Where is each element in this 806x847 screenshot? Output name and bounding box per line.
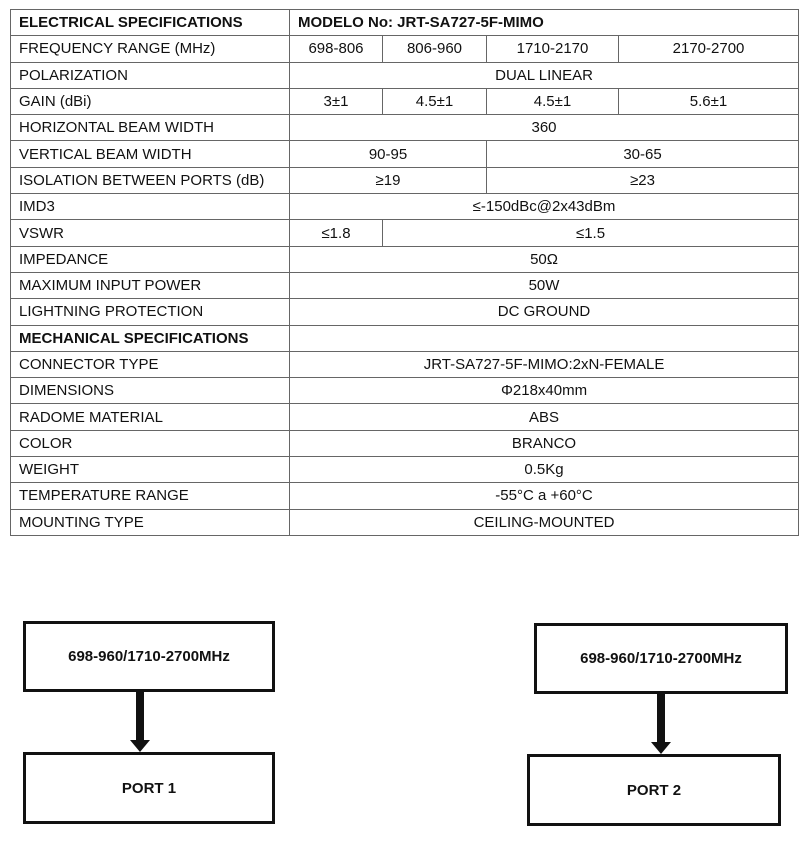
table-row [11,194,799,220]
table-row [11,246,799,272]
table-row [11,10,799,36]
frequency-band: 698-806 [290,36,383,62]
left-arrow-head-icon [130,740,150,752]
connector-value: JRT-SA727-5F-MIMO:2xN-FEMALE [290,351,799,377]
max-power-label: MAXIMUM INPUT POWER [11,272,290,298]
color-label: COLOR [11,430,290,456]
right-band-box [534,623,788,694]
mechanical-specifications-heading: MECHANICAL SPECIFICATIONS [11,325,290,351]
temperature-value: -55°C a +60°C [290,483,799,509]
table-row [11,88,799,114]
model-number: MODELO No: JRT-SA727-5F-MIMO [290,10,799,36]
gain-label: GAIN (dBi) [11,88,290,114]
weight-value: 0.5Kg [290,457,799,483]
right-arrow-head-icon [651,742,671,754]
isolation-label: ISOLATION BETWEEN PORTS (dB) [11,167,290,193]
table-row [11,36,799,62]
color-value: BRANCO [290,430,799,456]
table-row [11,115,799,141]
weight-label: WEIGHT [11,457,290,483]
left-arrow-shaft [136,692,144,740]
isolation-high: ≥23 [487,167,799,193]
gain-value: 3±1 [290,88,383,114]
port-2-label: PORT 2 [626,781,682,799]
mounting-label: MOUNTING TYPE [11,509,290,535]
right-band-label: 698-960/1710-2700MHz [580,650,742,667]
port-1-label: PORT 1 [121,779,177,797]
table-row [11,509,799,535]
table-row [11,299,799,325]
dimensions-label: DIMENSIONS [11,378,290,404]
gain-value: 4.5±1 [383,88,487,114]
connector-label: CONNECTOR TYPE [11,351,290,377]
table-row [11,378,799,404]
table-row [11,457,799,483]
table-row [11,272,799,298]
dimensions-value: Φ218x40mm [290,378,799,404]
horizontal-beam-label: HORIZONTAL BEAM WIDTH [11,115,290,141]
vertical-beam-label: VERTICAL BEAM WIDTH [11,141,290,167]
table-row [11,430,799,456]
table-row [11,483,799,509]
table-row [11,351,799,377]
left-band-label: 698-960/1710-2700MHz [68,648,230,665]
port-1-box [23,752,275,824]
vswr-low: ≤1.8 [290,220,383,246]
spec-table [10,9,799,536]
left-band-box [23,621,275,692]
port-2-box [527,754,781,826]
table-row [11,220,799,246]
temperature-label: TEMPERATURE RANGE [11,483,290,509]
mounting-value: CEILING-MOUNTED [290,509,799,535]
frequency-band: 2170-2700 [619,36,799,62]
table-row [11,325,799,351]
table-row [11,141,799,167]
polarization-value: DUAL LINEAR [290,62,799,88]
frequency-band: 1710-2170 [487,36,619,62]
vertical-beam-low: 90-95 [290,141,487,167]
horizontal-beam-value: 360 [290,115,799,141]
imd3-value: ≤-150dBc@2x43dBm [290,194,799,220]
table-row [11,404,799,430]
vswr-high: ≤1.5 [383,220,799,246]
lightning-label: LIGHTNING PROTECTION [11,299,290,325]
max-power-value: 50W [290,272,799,298]
radome-value: ABS [290,404,799,430]
frequency-label: FREQUENCY RANGE (MHz) [11,36,290,62]
gain-value: 5.6±1 [619,88,799,114]
gain-value: 4.5±1 [487,88,619,114]
frequency-band: 806-960 [383,36,487,62]
table-row [11,167,799,193]
lightning-value: DC GROUND [290,299,799,325]
imd3-label: IMD3 [11,194,290,220]
impedance-label: IMPEDANCE [11,246,290,272]
electrical-specifications-heading: ELECTRICAL SPECIFICATIONS [11,10,290,36]
right-arrow-shaft [657,694,665,742]
impedance-value: 50Ω [290,246,799,272]
isolation-low: ≥19 [290,167,487,193]
vertical-beam-high: 30-65 [487,141,799,167]
radome-label: RADOME MATERIAL [11,404,290,430]
vswr-label: VSWR [11,220,290,246]
empty-cell [290,325,799,351]
table-row [11,62,799,88]
polarization-label: POLARIZATION [11,62,290,88]
